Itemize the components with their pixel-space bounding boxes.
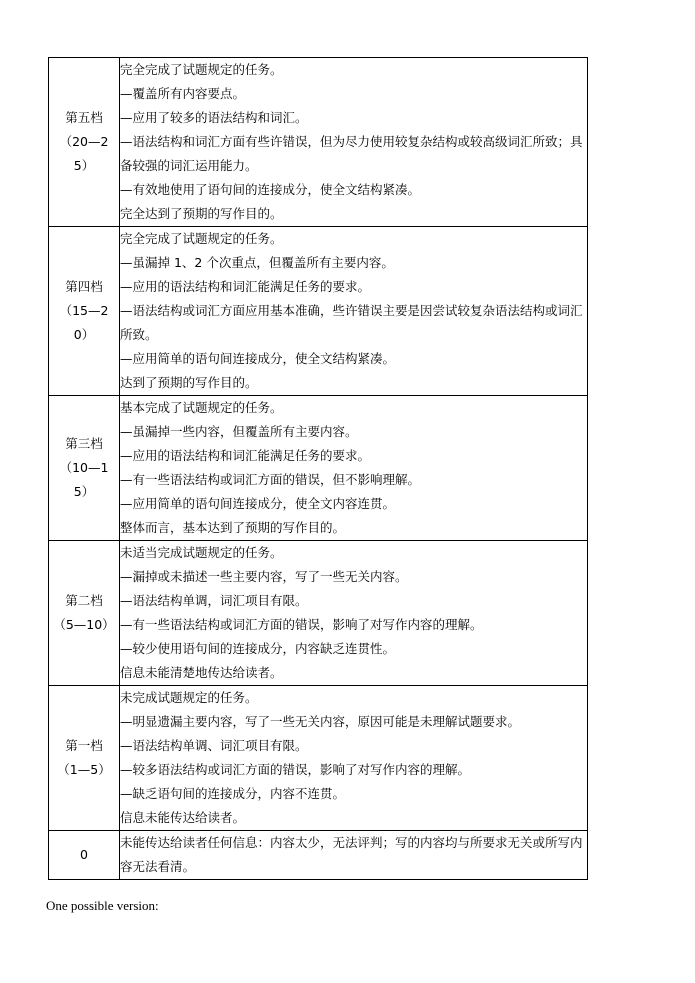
criterion-line: —覆盖所有内容要点。 <box>120 86 246 101</box>
grade-label: 第四档 <box>65 279 103 294</box>
grade-label: 0 <box>80 847 88 862</box>
grade-cell <box>49 227 120 396</box>
grade-cell <box>49 396 120 541</box>
criterion-line: —语法结构和词汇方面有些许错误，但为尽力使用较复杂结构或较高级词汇所致；具备较强的词汇运用能力。 <box>120 134 583 173</box>
rubric-row <box>49 541 588 686</box>
grade-cell <box>49 831 120 880</box>
criterion-line: —应用简单的语句间连接成分，使全文结构紧凑。 <box>120 351 396 366</box>
criterion-line: —明显遗漏主要内容，写了一些无关内容，原因可能是未理解试题要求。 <box>120 714 521 729</box>
criterion-line: —有一些语法结构或词汇方面的错误，但不影响理解。 <box>120 472 421 487</box>
description-cell <box>120 58 588 227</box>
criterion-line: 整体而言，基本达到了预期的写作目的。 <box>120 520 346 535</box>
criterion-line: —应用了较多的语法结构和词汇。 <box>120 110 308 125</box>
possible-version-label: One possible version: <box>46 898 159 913</box>
grade-label: 第三档 <box>65 436 103 451</box>
criterion-line: —语法结构单调、词汇项目有限。 <box>120 738 308 753</box>
criterion-line: —有效地使用了语句间的连接成分，使全文结构紧凑。 <box>120 182 421 197</box>
criterion-line: 达到了预期的写作目的。 <box>120 375 258 390</box>
criterion-line: —漏掉或未描述一些主要内容，写了一些无关内容。 <box>120 569 408 584</box>
rubric-row <box>49 58 588 227</box>
criterion-line: —虽漏掉 1、2 个次重点，但覆盖所有主要内容。 <box>120 255 394 270</box>
criterion-line: —应用的语法结构和词汇能满足任务的要求。 <box>120 448 371 463</box>
criterion-line: 信息未能传达给读者。 <box>120 810 246 825</box>
criterion-line: —虽漏掉一些内容，但覆盖所有主要内容。 <box>120 424 358 439</box>
grade-label: （5—10） <box>53 617 115 632</box>
criterion-line: —应用的语法结构和词汇能满足任务的要求。 <box>120 279 371 294</box>
criterion-line: —较少使用语句间的连接成分，内容缺乏连贯性。 <box>120 641 396 656</box>
scoring-rubric-table <box>48 57 588 880</box>
criterion-line: 完全完成了试题规定的任务。 <box>120 231 283 246</box>
rubric-body <box>49 58 588 880</box>
criterion-line: —较多语法结构或词汇方面的错误，影响了对写作内容的理解。 <box>120 762 471 777</box>
rubric-row <box>49 227 588 396</box>
grade-label: 0） <box>73 327 95 342</box>
criterion-line: 完全达到了预期的写作目的。 <box>120 206 283 221</box>
criterion-line: 完全完成了试题规定的任务。 <box>120 62 283 77</box>
description-cell <box>120 831 588 880</box>
description-cell <box>120 541 588 686</box>
grade-label: 第一档 <box>65 738 103 753</box>
grade-label: （10—1 <box>59 460 109 475</box>
criterion-line: —应用简单的语句间连接成分，使全文内容连贯。 <box>120 496 396 511</box>
rubric-row <box>49 686 588 831</box>
grade-label: 第二档 <box>65 593 103 608</box>
description-cell <box>120 686 588 831</box>
criterion-line: 基本完成了试题规定的任务。 <box>120 400 283 415</box>
criterion-line: 未完成试题规定的任务。 <box>120 690 258 705</box>
criterion-line: 未能传达给读者任何信息：内容太少，无法评判；写的内容均与所要求无关或所写内容无法看清。 <box>120 835 583 874</box>
description-cell <box>120 396 588 541</box>
description-cell <box>120 227 588 396</box>
grade-label: 第五档 <box>65 110 103 125</box>
rubric-row <box>49 396 588 541</box>
grade-cell <box>49 58 120 227</box>
grade-label: （15—2 <box>59 303 109 318</box>
criterion-line: —有一些语法结构或词汇方面的错误，影响了对写作内容的理解。 <box>120 617 483 632</box>
criterion-line: —语法结构单调，词汇项目有限。 <box>120 593 308 608</box>
criterion-line: 未适当完成试题规定的任务。 <box>120 545 283 560</box>
grade-cell <box>49 686 120 831</box>
criterion-line: 信息未能清楚地传达给读者。 <box>120 665 283 680</box>
grade-label: 5） <box>73 484 95 499</box>
grade-label: （20—2 <box>59 134 109 149</box>
grade-cell <box>49 541 120 686</box>
criterion-line: —缺乏语句间的连接成分，内容不连贯。 <box>120 786 346 801</box>
rubric-row <box>49 831 588 880</box>
grade-label: 5） <box>73 158 95 173</box>
criterion-line: —语法结构或词汇方面应用基本准确，些许错误主要是因尝试较复杂语法结构或词汇所致。 <box>120 303 583 342</box>
grade-label: （1—5） <box>57 762 111 777</box>
